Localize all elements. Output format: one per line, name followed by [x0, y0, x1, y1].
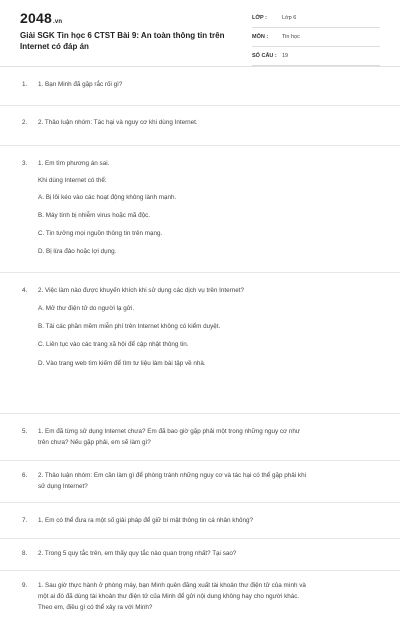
- question-text: 2. Trong 5 quy tắc trên, em thấy quy tắc nào quan trọng nhất? Tại sao?: [38, 550, 237, 557]
- question-number: 2.: [22, 119, 28, 126]
- logo-main: 2048: [20, 10, 52, 26]
- question-intro: Khi dùng Internet có thể:: [38, 177, 107, 184]
- question-text-continued: trên chưa? Nếu gặp phải, em sẽ làm gì?: [38, 439, 151, 446]
- question-text-continued: sử dụng Internet?: [38, 483, 88, 490]
- question-number: 8.: [22, 550, 28, 557]
- question-item[interactable]: [0, 503, 400, 539]
- answer-option-b[interactable]: B. Tải các phần mềm miễn phí trên Internet không có kiểm duyệt.: [38, 323, 221, 330]
- question-item[interactable]: [0, 67, 400, 106]
- answer-option-d[interactable]: D. Vào trang web tìm kiếm để tìm tư liệu làm bài tập về nhà.: [38, 360, 206, 367]
- question-item[interactable]: [0, 539, 400, 571]
- site-logo[interactable]: [20, 10, 62, 26]
- question-text: 2. Thảo luận nhóm: Tác hại và nguy cơ khi dùng Internet.: [38, 119, 198, 126]
- question-list: [0, 67, 400, 621]
- question-text: 1. Bạn Minh đã gặp rắc rối gì?: [38, 81, 123, 88]
- answer-option-a[interactable]: A. Bị lôi kéo vào các hoạt động không lành mạnh.: [38, 194, 177, 201]
- question-number: 3.: [22, 160, 28, 167]
- question-number: 9.: [22, 582, 28, 589]
- meta-row-class: [252, 14, 380, 28]
- meta-label: SỐ CÂU :: [252, 53, 277, 59]
- question-number: 4.: [22, 287, 28, 294]
- question-number: 5.: [22, 428, 28, 435]
- question-text: 2. Thảo luận nhóm: Em cần làm gì để phòng tránh những nguy cơ và tác hại có thể gặp phải khi: [38, 472, 306, 479]
- meta-value: 19: [282, 53, 289, 59]
- answer-option-b[interactable]: B. Máy tính bị nhiễm virus hoặc mã độc.: [38, 212, 150, 219]
- meta-row-count: [252, 52, 380, 66]
- question-item[interactable]: [0, 273, 400, 414]
- meta-value: Tin học: [282, 34, 300, 40]
- question-item[interactable]: [0, 461, 400, 503]
- logo-domain: .vn: [52, 19, 63, 25]
- question-text-continued: một ai đó đã dùng tài khoản thư điện tử của Minh để gửi nội dung không hay cho người khác.: [38, 593, 300, 600]
- question-item[interactable]: [0, 414, 400, 461]
- answer-option-c[interactable]: C. Liên tục vào các trang xã hội để cập nhật thông tin.: [38, 341, 189, 348]
- question-item[interactable]: [0, 571, 400, 621]
- question-number: 1.: [22, 81, 28, 88]
- question-item[interactable]: [0, 106, 400, 146]
- meta-value: Lớp 6: [282, 15, 297, 21]
- question-text: 2. Việc làm nào được khuyến khích khi sử dụng các dịch vụ trên Internet?: [38, 287, 245, 294]
- answer-option-d[interactable]: D. Bị lừa đảo hoặc lợi dụng.: [38, 248, 117, 255]
- question-text: 1. Em có thể đưa ra một số giải pháp để giữ bí mật thông tin cá nhân không?: [38, 517, 253, 524]
- question-text-continued: Theo em, điều gì có thể xảy ra với Minh?: [38, 604, 153, 611]
- meta-info: [252, 14, 380, 71]
- answer-option-a[interactable]: A. Mở thư điện tử do người lạ gửi.: [38, 305, 135, 312]
- page-header: [0, 0, 400, 62]
- question-number: 6.: [22, 472, 28, 479]
- question-item[interactable]: [0, 146, 400, 273]
- document-title: Giải SGK Tin học 6 CTST Bài 9: An toàn thông tin trên Internet có đáp án: [20, 31, 225, 51]
- meta-row-subject: [252, 33, 380, 47]
- answer-option-c[interactable]: C. Tin tưởng mọi nguồn thông tin trên mạng.: [38, 230, 163, 237]
- question-text: 1. Em đã từng sử dụng Internet chưa? Em đã bao giờ gặp phải một trong những nguy cơ như: [38, 428, 301, 435]
- meta-label: MÔN :: [252, 34, 269, 40]
- question-number: 7.: [22, 517, 28, 524]
- question-text: 1. Sau giờ thực hành ở phòng máy, bạn Minh quên đăng xuất tài khoản thư điện tử của mình và: [38, 582, 306, 589]
- meta-label: LỚP :: [252, 15, 267, 21]
- question-text: 1. Em tìm phương án sai.: [38, 160, 110, 167]
